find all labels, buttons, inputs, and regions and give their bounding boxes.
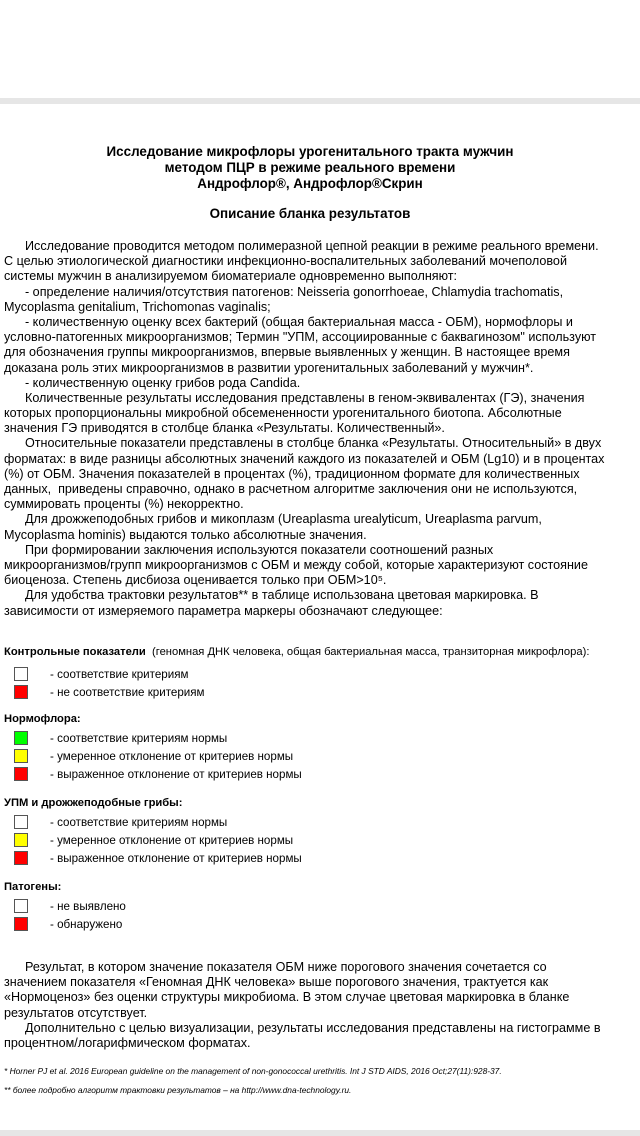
legend-section-title [4,713,81,725]
legend-item-label: - не выявлено [50,900,126,913]
intro-line: Количественные результаты исследования представлены в геном-эквивалентах (ГЭ), значения [4,390,585,405]
legend-item-label: - умеренное отклонение от критериев нормы [50,834,294,847]
intro-line: (%) от ОБМ. Значения показателей в процентах (%), традиционном формате для количественных [4,466,580,481]
intro-line: Исследование проводится методом полимеразной цепной реакции в режиме реального времени. [4,239,599,253]
intro-paragraphs [4,239,640,619]
outro-line: Результат, в котором значение показателя ОБМ ниже порогового значения сочетается со [4,960,547,974]
intro-line: С целью этиологической диагностики инфекционно-воспалительных заболеваний мочеполовой [4,254,567,269]
legend-item-label: - не соответствие критериям [50,686,205,699]
outro-line: значением показателя «Геномная ДНК человека» выше порогового значения, трактуется как [4,975,549,990]
color-marker-square [14,667,28,681]
color-marker-square [14,731,28,745]
intro-line: для обозначения группы микроорганизмов, впервые выявленных у женщин. В настоящее время [4,345,570,360]
intro-line: данных, приведены справочно, однако в расчетном алгоритме заключения они не используются, [4,482,578,496]
intro-line: Для дрожжеподобных грибов и микоплазм (Ureaplasma urealyticum, Ureaplasma parvum, [4,512,542,527]
outro-paragraphs [4,960,640,1051]
color-marker-square [14,749,28,763]
intro-line: биоценоза. Степень дисбиоза оценивается только при ОБМ>10⁵. [4,573,387,588]
color-marker-square [14,899,28,913]
legend-item-label: - обнаружено [50,918,123,931]
intro-line: - количественную оценку грибов рода Candida. [4,375,301,390]
intro-line: микроорганизмов/групп микроорганизмов с ОБМ и между собой, которые характеризуют состояние [4,557,588,572]
legend-item-label: - умеренное отклонение от критериев нормы [50,750,294,763]
intro-line: Относительные показатели представлены в столбце бланка «Результаты. Относительный» в двух [4,436,602,451]
intro-line: суммировать проценты (%) некорректно. [4,497,244,512]
intro-line: - количественную оценку всех бактерий (общая бактериальная масса - ОБМ), нормофлоры и [4,314,573,329]
bottom-divider [0,1130,640,1136]
top-blank-bar [0,0,640,98]
intro-line: форматах: в виде разницы абсолютных значений каждого из показателей и ОБМ (Lg10) и в процентах [4,451,605,466]
document-page [0,104,640,1130]
legend-section-title [4,797,182,809]
outro-line: «Нормоценоз» без оценки структуры микробиома. В этом случае цветовая маркировка в бланке [4,990,570,1005]
color-marker-square [14,833,28,847]
color-marker-square [14,767,28,781]
doc-title-line-2: методом ПЦР в режиме реального времени [164,160,456,175]
color-marker-square [14,917,28,931]
legend-section-heading: Нормофлора: [4,713,81,725]
legend-item-label: - соответствие критериям нормы [50,732,228,745]
intro-line: условно-патогенных микроорганизмов; Термин "УПМ, ассоциированные с баквагинозом" используют [4,330,597,345]
legend-section-heading: Патогены: [4,881,62,893]
legend-item-label: - выраженное отклонение от критериев нормы [50,852,302,865]
doc-title-line-3: Андрофлор®, Андрофлор®Скрин [197,176,423,191]
legend-section-heading: УПМ и дрожжеподобные грибы: [4,797,183,809]
color-marker-square [14,851,28,865]
outro-line: результатов отсутствует. [4,1005,148,1020]
footnote-1: * Horner PJ et al. 2016 European guideline on the management of non-gonococcal urethritis. Int J STD AIDS, 2016 Oct;27(11):928-37. [4,1066,502,1076]
footnote-2: ** более подробно алгоритм трактовки результатов – на http://www.dna-technology.ru. [4,1085,352,1095]
intro-line: которых пропорциональны микробной обсемененности урогенитального биотопа. Абсолютные [4,406,562,421]
intro-line: зависимости от измеряемого параметра маркеры обозначают следующее: [4,603,443,618]
color-marker-square [14,815,28,829]
intro-line: Для удобства трактовки результатов** в таблице использована цветовая маркировка. В [4,588,539,603]
legend-section-title [4,881,61,893]
legend-section-title [4,646,589,658]
intro-line: Mycoplasma genitalium, Trichomonas vaginalis; [4,299,271,314]
intro-line: - определение наличия/отсутствия патогенов: Neisseria gonorrhoeae, Chlamydia trachomatis, [4,284,564,299]
intro-line: доказана роль этих микроорганизмов в развитии урогенитальных заболеваний у мужчин*. [4,360,534,375]
legend-item-label: - соответствие критериям нормы [50,816,228,829]
legend-section-note: (геномная ДНК человека, общая бактериальная масса, транзиторная микрофлора): [145,646,590,658]
color-marker-square [14,685,28,699]
legend-section-heading: Контрольные показатели [4,646,146,658]
doc-subtitle: Описание бланка результатов [209,206,411,221]
intro-line: Mycoplasma hominis) выдаются только абсолютные значения. [4,527,367,542]
intro-line: системы мужчин в анализируемом биоматериале одновременно выполняют: [4,269,458,284]
legend-item-label: - выраженное отклонение от критериев нормы [50,768,302,781]
outro-line: процентном/логарифмическом форматах. [4,1035,251,1050]
outro-line: Дополнительно с целью визуализации, результаты исследования представлены на гистограмме в [4,1020,601,1035]
intro-line: значения ГЭ приводятся в столбце бланка «Результаты. Количественный». [4,421,445,436]
intro-line: При формировании заключения используются показатели соотношений разных [4,542,494,557]
doc-title-line-1: Исследование микрофлоры урогенитального тракта мужчин [106,144,514,159]
legend-item-label: - соответствие критериям [50,668,189,681]
